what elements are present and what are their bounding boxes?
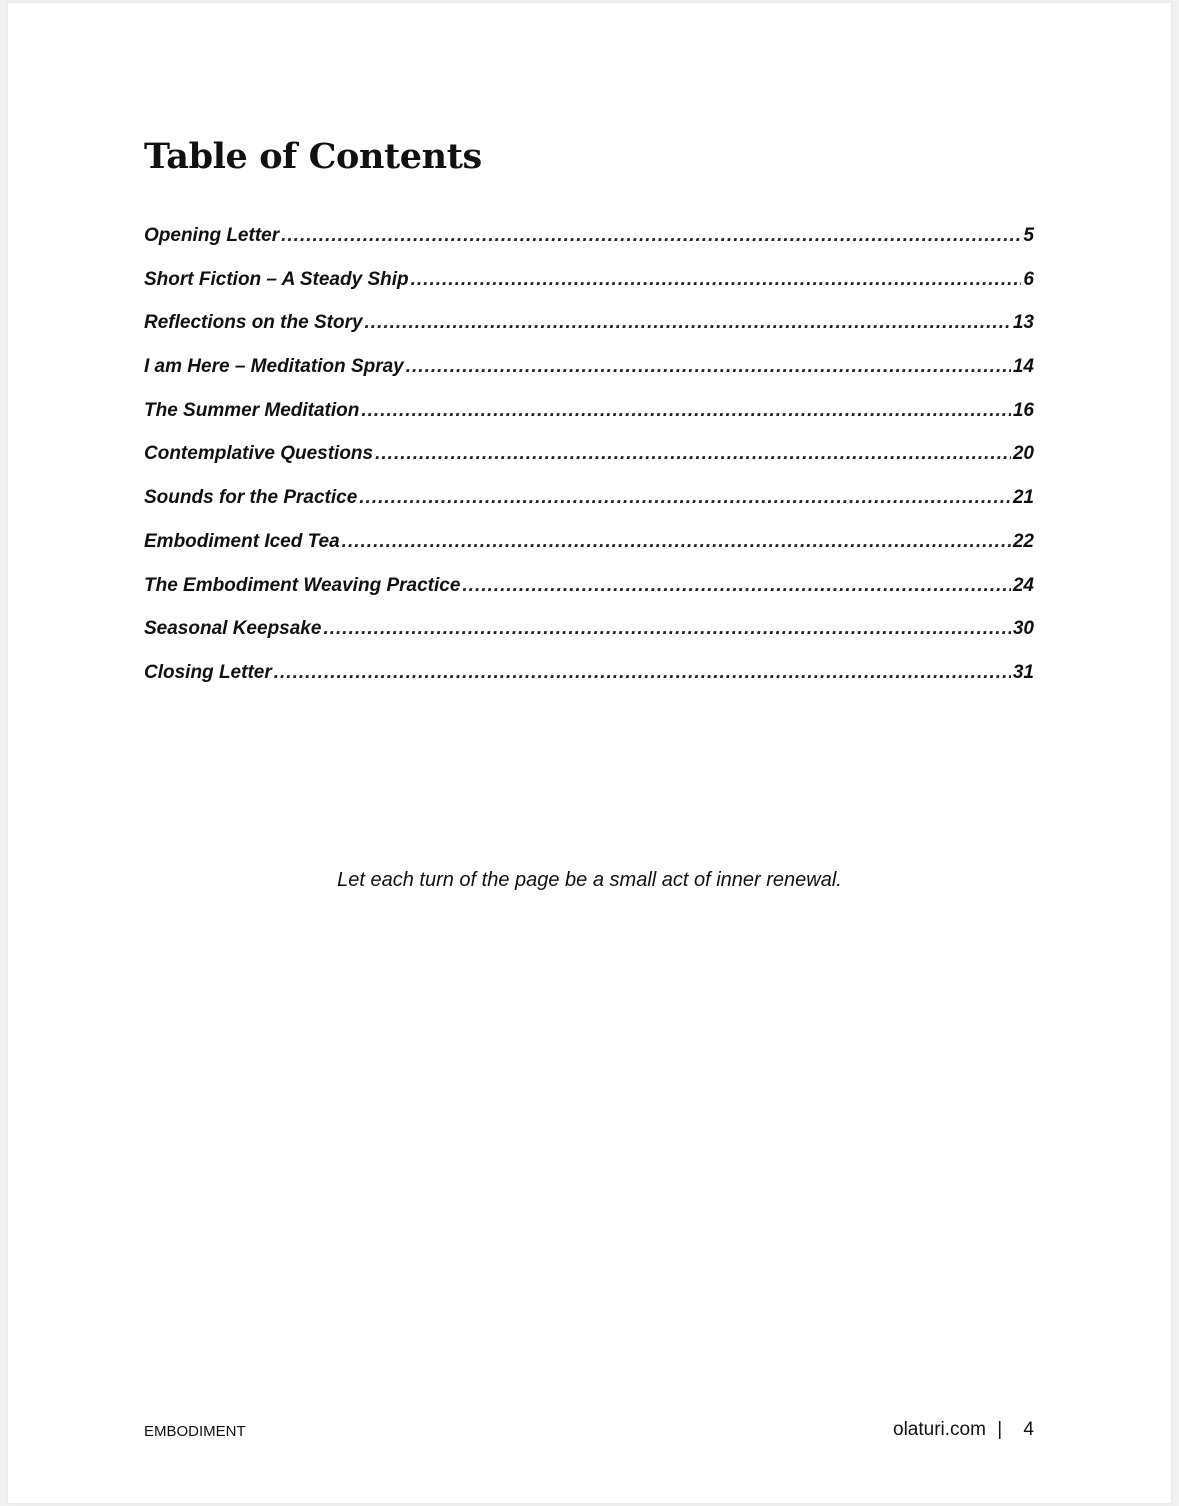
toc-dot-leader (375, 443, 1011, 465)
toc-entry-page: 6 (1023, 268, 1034, 290)
toc-entry-contemplative-questions[interactable] (144, 443, 1034, 487)
page-title: Table of Contents (144, 136, 482, 177)
toc-entry-label: I am Here – Meditation Spray (144, 356, 404, 378)
toc-dot-leader (323, 618, 1010, 640)
toc-dot-leader (359, 487, 1011, 509)
toc-dot-leader (411, 269, 1022, 291)
toc-dot-leader (281, 225, 1021, 247)
table-of-contents (144, 225, 1034, 706)
toc-entry-page: 24 (1012, 574, 1034, 596)
toc-entry-page: 30 (1012, 618, 1034, 640)
toc-entry-page: 13 (1012, 312, 1034, 334)
toc-dot-leader (342, 531, 1011, 553)
footer-site-link[interactable]: olaturi.com (893, 1419, 986, 1440)
footer-publication-name: EMBODIMENT (144, 1423, 246, 1440)
toc-dot-leader (361, 400, 1011, 422)
footer-page-info (893, 1419, 1034, 1441)
toc-entry-seasonal-keepsake[interactable] (144, 618, 1034, 662)
toc-entry-label: Embodiment Iced Tea (144, 530, 340, 552)
toc-entry-label: The Embodiment Weaving Practice (144, 574, 461, 596)
toc-entry-reflections[interactable] (144, 312, 1034, 356)
toc-entry-label: Contemplative Questions (144, 443, 374, 465)
toc-dot-leader (365, 312, 1011, 334)
toc-entry-label: Reflections on the Story (144, 312, 363, 334)
tagline: Let each turn of the page be a small act of inner renewal. (337, 869, 842, 891)
toc-entry-label: The Summer Meditation (144, 399, 360, 421)
toc-entry-opening-letter[interactable] (144, 225, 1034, 269)
toc-dot-leader (462, 575, 1010, 597)
toc-entry-label: Seasonal Keepsake (144, 618, 322, 640)
footer-page-number: 4 (1023, 1419, 1034, 1440)
toc-entry-label: Short Fiction – A Steady Ship (144, 268, 409, 290)
toc-entry-page: 20 (1012, 443, 1034, 465)
toc-entry-page: 16 (1012, 399, 1034, 421)
toc-entry-page: 14 (1012, 356, 1034, 378)
toc-entry-label: Closing Letter (144, 661, 272, 683)
toc-entry-label: Sounds for the Practice (144, 487, 358, 509)
toc-entry-page: 5 (1023, 225, 1034, 246)
toc-entry-label: Opening Letter (144, 225, 280, 246)
toc-entry-short-fiction[interactable] (144, 269, 1034, 313)
toc-entry-meditation-spray[interactable] (144, 356, 1034, 400)
toc-entry-page: 21 (1012, 487, 1034, 509)
toc-entry-summer-meditation[interactable] (144, 400, 1034, 444)
toc-entry-closing-letter[interactable] (144, 662, 1034, 706)
toc-entry-sounds-for-practice[interactable] (144, 487, 1034, 531)
toc-entry-weaving-practice[interactable] (144, 575, 1034, 619)
toc-dot-leader (406, 356, 1011, 378)
toc-dot-leader (274, 662, 1011, 684)
footer-separator: | (997, 1419, 1003, 1440)
toc-entry-page: 22 (1012, 530, 1034, 552)
document-page (8, 3, 1171, 1503)
toc-entry-page: 31 (1012, 661, 1034, 683)
toc-entry-iced-tea[interactable] (144, 531, 1034, 575)
